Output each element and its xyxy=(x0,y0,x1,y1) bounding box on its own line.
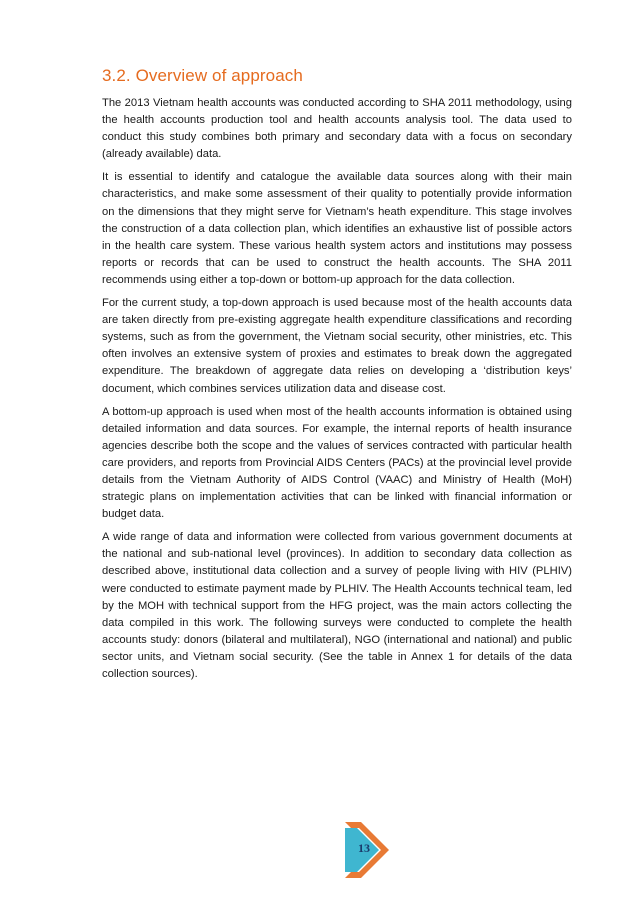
paragraph-data-sources: It is essential to identify and catalogue the available data sources along with their main characteristics, and make some assessment of their quality to potentially provide information on the dimensions that they might serve for Vietnam’s heath expenditure. This stage involves the construction of a data collection plan, which identifies an exhaustive list of possible actors in the health care system. These various health system actors and institutions may possess reports or records that can be used to construct the health accounts. The SHA 2011 recommends using either a top-down or bottom-up approach for the data collection. xyxy=(102,171,572,286)
paragraph-data-collection: A wide range of data and information were collected from various government documents at the national and sub-national level (provinces). In addition to secondary data collection as described above, institutional data collection and a survey of people living with HIV (PLHIV) were conducted to estimate payment made by PLHIV. The Health Accounts technical team, led by the MOH with technical support from the HFG project, was the main actors collecting the data compiled in this work. The following surveys were conducted to complete the health accounts study: donors (bilateral and multilateral), NGO (international and national) and public sector units, and Vietnam social security. (See the table in Annex 1 for details of the data collection sources). xyxy=(102,531,572,680)
section-heading: 3.2. Overview of approach xyxy=(102,66,303,85)
page-number-badge xyxy=(345,822,389,878)
paragraph-methodology: The 2013 Vietnam health accounts was conducted according to SHA 2011 methodology, using the health accounts production tool and health accounts analysis tool. The data used to conduct this study combines both primary and secondary data with a focus on secondary (already available) data. xyxy=(102,97,572,161)
paragraph-top-down: For the current study, a top-down approach is used because most of the health accounts data are taken directly from pre-existing aggregate health expenditure classifications and recording systems, such as from the government, the Vietnam social security, other ministries, etc. This often involves an extensive system of proxies and estimates to break down the aggregated expenditure. The breakdown of aggregate data relies on developing a ‘distribution keys’ document, which combines services utilization data and disease cost. xyxy=(102,297,572,395)
paragraph-bottom-up: A bottom-up approach is used when most of the health accounts information is obtained using detailed information and data sources. For example, the internal reports of health insurance agencies describe both the scope and the values of services contracted with particular health care providers, and reports from Provincial AIDS Centers (PACs) at the provincial level provide details from the Vietnam Authority of AIDS Control (VAAC) and Ministry of Health (MoH) strategic plans on implementation activities that can be linked with financial information or budget data. xyxy=(102,405,572,521)
document-page xyxy=(102,66,572,689)
page-number: 13 xyxy=(358,841,370,855)
